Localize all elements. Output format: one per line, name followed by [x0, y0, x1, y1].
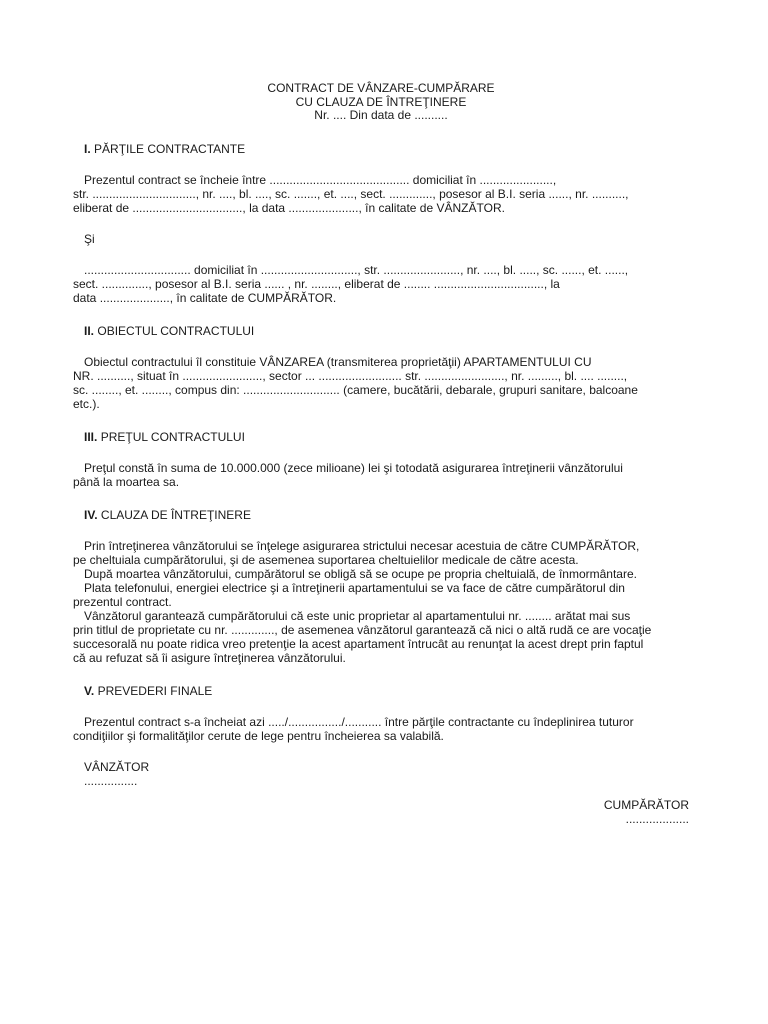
text-line: Prin întreţinerea vânzătorului se înţelege asigurarea strictului necesar acestuia de către CUMPĂRĂTOR,	[84, 538, 640, 553]
text-line: că au refuzat să îi asigure întreţinerea vânzătorului.	[73, 650, 346, 665]
contract-document	[73, 82, 689, 826]
buyer-paragraph	[73, 263, 689, 305]
text-line: Vânzătorul garantează cumpărătorului că este unic proprietar al apartamentului nr. ........ arătat mai sus	[84, 608, 631, 623]
section-heading-maintenance	[73, 508, 689, 522]
title-line-3: Nr. .... Din data de ..........	[314, 108, 448, 122]
title-line-2: CU CLAUZA DE ÎNTREŢINERE	[295, 94, 467, 109]
section-number: II.	[84, 323, 95, 338]
final-paragraph	[73, 715, 689, 743]
section-number: V.	[84, 683, 95, 698]
section-heading-price	[73, 430, 689, 444]
text-line: Şi	[84, 231, 95, 246]
section-title: PĂRŢILE CONTRACTANTE	[94, 141, 246, 156]
text-line: Plata telefonului, energiei electrice şi a întreţinerii apartamentului se va face de către cumpărătorul din	[84, 580, 625, 595]
maintenance-paragraph	[73, 539, 689, 665]
price-paragraph	[73, 461, 689, 489]
seller-signature-line: ................	[84, 773, 138, 788]
seller-signature-block	[73, 760, 689, 788]
text-line: data ....................., în calitate de CUMPĂRĂTOR.	[73, 290, 337, 305]
buyer-signature-line: ...................	[625, 811, 689, 826]
text-line: sect. .............., posesor al B.I. seria ...... , nr. ........, eliberat de ........ ................................., la	[73, 276, 560, 291]
buyer-signature-block	[73, 798, 689, 826]
section-number: IV.	[84, 507, 98, 522]
text-line: str. ..............................., nr. ...., bl. ...., sc. ......., et. ...., sect. ............., posesor al B.I. seria ......, nr. ..........,	[73, 186, 629, 201]
text-line: Obiectul contractului îl constituie VÂNZAREA (transmiterea proprietăţii) APARTAMENTULUI CU	[84, 354, 592, 369]
text-line: prezentul contract.	[73, 594, 172, 609]
object-paragraph	[73, 355, 689, 411]
text-line: pe cheltuiala cumpărătorului, şi de asemenea suportarea cheltuielilor medicale de către acesta.	[73, 552, 579, 567]
text-line: succesorală nu poate ridica vreo pretenţie la acest apartament întrucât au renunţat la acest drept prin faptul	[73, 636, 644, 651]
section-title: CLAUZA DE ÎNTREŢINERE	[100, 507, 251, 522]
text-line: până la moartea sa.	[73, 474, 180, 489]
text-line: Preţul constă în suma de 10.000.000 (zece milioane) lei şi totodată asigurarea întreţinerii vânzătorului	[84, 460, 623, 475]
text-line: ................................ domiciliat în ............................., str. ......................., nr. ...., bl. ....., sc. ......, et. ......,	[84, 262, 629, 277]
section-title: PREVEDERI FINALE	[97, 683, 213, 698]
text-line: condiţiilor şi formalităţilor cerute de lege pentru încheierea sa valabilă.	[73, 728, 444, 743]
text-line: sc. ........, et. ........, compus din: ............................. (camere, bucătării, debarale, grupuri sanitare, balcoane	[73, 382, 638, 397]
section-title: OBIECTUL CONTRACTULUI	[97, 323, 255, 338]
title-line-1: CONTRACT DE VÂNZARE-CUMPĂRARE	[267, 81, 495, 95]
section-number: I.	[84, 141, 91, 156]
section-number: III.	[84, 429, 98, 444]
text-line: eliberat de ................................., la data ....................., în calitate de VÂNZĂTOR.	[73, 200, 505, 215]
seller-paragraph	[73, 173, 689, 215]
section-heading-final	[73, 684, 689, 698]
text-line: Prezentul contract se încheie între .......................................... domiciliat în ......................,	[84, 172, 557, 187]
text-line: prin titlul de proprietate cu nr. ............., de asemenea vânzătorul garantează că nici o altă rudă ce are vocaţie	[73, 622, 652, 637]
section-heading-object	[73, 324, 689, 338]
buyer-label: CUMPĂRĂTOR	[603, 797, 689, 812]
text-line: După moartea vânzătorului, cumpărătorul se obligă să se ocupe pe propria cheltuială, de înmormântare.	[84, 566, 637, 581]
section-title: PREŢUL CONTRACTULUI	[100, 429, 245, 444]
and-paragraph	[73, 232, 689, 246]
document-title	[73, 82, 689, 123]
seller-label: VÂNZĂTOR	[84, 759, 150, 774]
text-line: Prezentul contract s-a încheiat azi ...../................/........... între părţile contractante cu îndeplinirea tuturor	[84, 714, 634, 729]
text-line: etc.).	[73, 396, 100, 411]
section-heading-parties	[73, 142, 689, 156]
text-line: NR. .........., situat în ........................, sector ... ......................... str. ........................, nr. ........., bl. .... ........,	[73, 368, 628, 383]
